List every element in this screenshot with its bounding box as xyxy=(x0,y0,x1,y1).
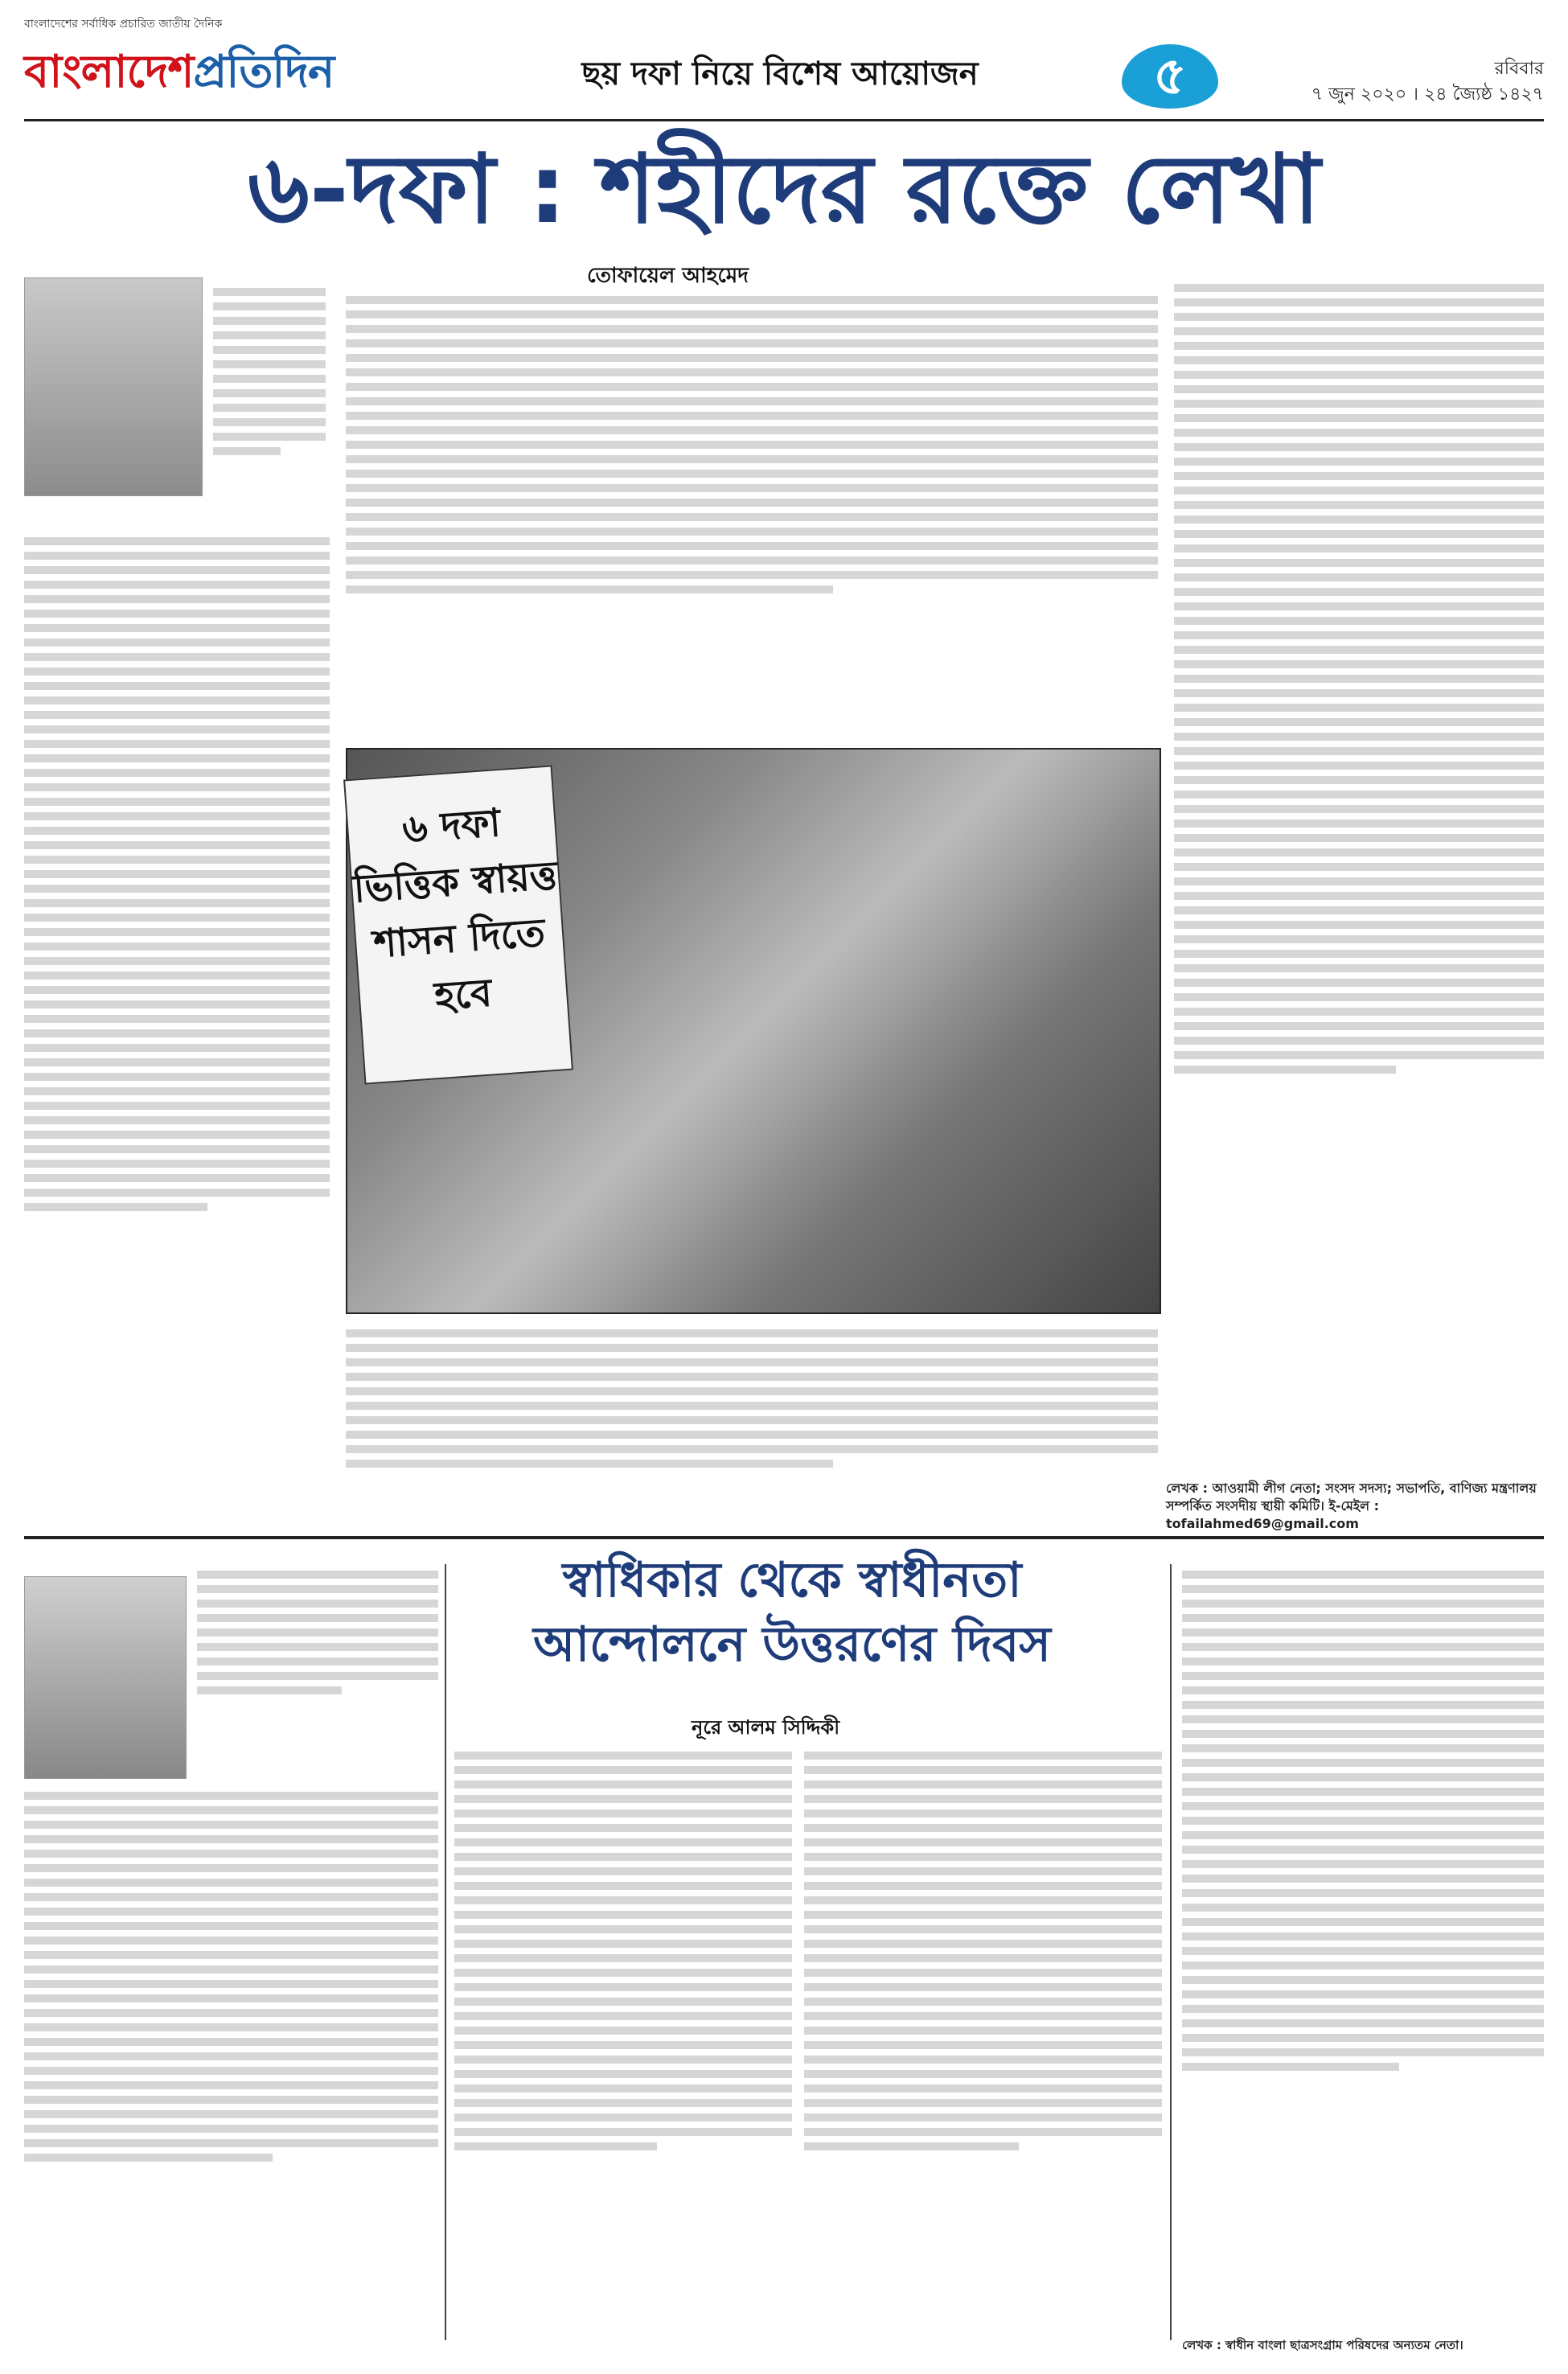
masthead xyxy=(0,0,1568,121)
article1-body-top xyxy=(346,290,1158,740)
date: ৭ জুন ২০২০ । ২৪ জ্যৈষ্ঠ ১৪২৭ xyxy=(1311,84,1544,105)
article2-headline: স্বাধিকার থেকে স্বাধীনতা আন্দোলনে উত্তরণের দিবস xyxy=(533,1552,1051,1673)
masthead-divider xyxy=(24,119,1544,121)
article1-body-col4 xyxy=(1174,277,1544,1468)
article1-body-col1a xyxy=(213,281,326,523)
logo-main: বাংলাদেশ xyxy=(24,46,194,98)
article1-footnote: লেখক : আওয়ামী লীগ নেতা; সংসদ সদস্য; সভাপতি, বাণিজ্য মন্ত্রণালয় সম্পর্কিত সংসদীয় স্থায়ী কমিটি। ই-মেইল : tofailahmed69@gmail.com xyxy=(1166,1481,1537,1531)
article2-body-col2 xyxy=(454,1745,792,2340)
article1-headline: ৬-দফা : শহীদের রক্তে লেখা xyxy=(248,133,1320,244)
article2-body-col3 xyxy=(804,1745,1162,2340)
page-number-badge: ৫ xyxy=(1122,44,1218,109)
article2-footnote: লেখক : স্বাধীন বাংলা ছাত্রসংগ্রাম পরিষদের অন্যতম নেতা। xyxy=(1182,2338,1463,2352)
author2-portrait xyxy=(24,1576,187,1779)
article2-body-col1 xyxy=(24,1785,438,2340)
article1-body-col1 xyxy=(24,531,330,1520)
protest-sign: ৬ দফা ভিত্তিক স্বায়ত্ত শাসন দিতে হবে xyxy=(343,765,573,1084)
author-portrait xyxy=(24,277,203,496)
section-title: ছয় দফা নিয়ে বিশেষ আয়োজন xyxy=(581,55,979,92)
article2-body-col4 xyxy=(1182,1564,1544,2328)
column-rule xyxy=(445,1564,446,2340)
newspaper-logo[interactable] xyxy=(24,37,334,113)
article2-byline: নূরে আলম সিদ্দিকী xyxy=(692,1716,840,1739)
column-rule-2 xyxy=(1170,1564,1172,2340)
tagline: বাংলাদেশের সর্বাধিক প্রচারিত জাতীয় দৈনিক xyxy=(24,18,223,31)
article1-byline: তোফায়েল আহমেদ xyxy=(587,264,749,288)
article-divider xyxy=(24,1536,1544,1539)
logo-accent: প্রতিদিন xyxy=(193,46,335,98)
dateline xyxy=(1311,56,1544,108)
article1-body-bottom xyxy=(346,1323,1158,1524)
article2-body-col1a xyxy=(197,1564,438,1765)
day: রবিবার xyxy=(1494,59,1544,79)
